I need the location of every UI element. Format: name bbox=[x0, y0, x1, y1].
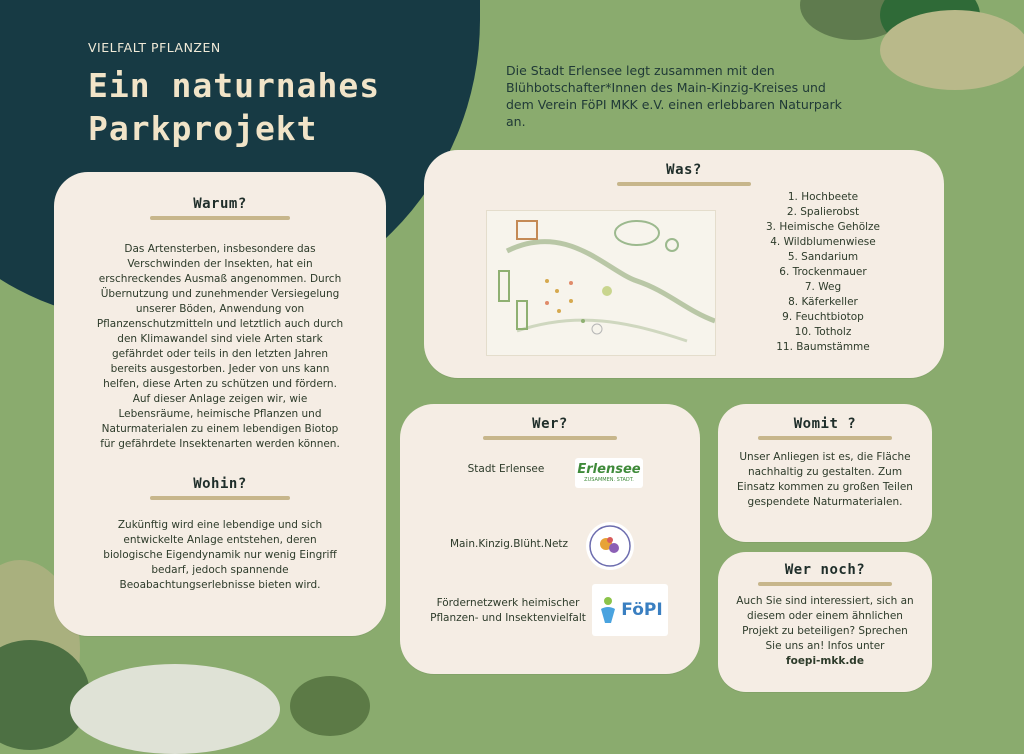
list-item: 7. Weg bbox=[804, 281, 842, 293]
list-item: 10. Totholz bbox=[794, 326, 852, 338]
womit-heading: Womit ? bbox=[793, 416, 857, 432]
wer-noch-text: Auch Sie sind interessiert, sich an diesem oder einem ähnlichen Projekt zu beteiligen? Sprechen Sie uns an! Infos unter bbox=[736, 595, 914, 652]
warum-underline bbox=[150, 216, 290, 220]
wer-noch-card bbox=[718, 552, 932, 692]
page-title bbox=[88, 64, 380, 150]
bush-decoration-bottom-white bbox=[70, 664, 280, 754]
page-title-line-2: Parkprojekt bbox=[88, 109, 318, 148]
womit-card bbox=[718, 404, 932, 542]
list-item: 2. Spalierobst bbox=[786, 206, 860, 218]
wer-noch-heading: Wer noch? bbox=[784, 562, 866, 578]
partner-main-kinzig-blueht: Main.Kinzig.Blüht.Netz bbox=[449, 538, 569, 550]
main-kinzig-blueht-logo bbox=[586, 522, 634, 570]
wohin-underline bbox=[150, 496, 290, 500]
intro-text: Die Stadt Erlensee legt zusammen mit den Blühbotschafter*Innen des Main-Kinzig-Kreises und dem Verein FöPI MKK e.V. einen erlebbaren Naturpark an. bbox=[506, 63, 842, 129]
was-underline bbox=[617, 182, 751, 186]
womit-underline bbox=[758, 436, 892, 440]
flower-badge-icon bbox=[588, 524, 632, 568]
erlensee-logo-text: Erlensee bbox=[577, 461, 641, 477]
partner-foepi: Fördernetzwerk heimischer Pflanzen- und Insektenvielfalt bbox=[430, 597, 586, 624]
wohin-text: Zukünftig wird eine lebendige und sich entwickelte Anlage entstehen, deren biologische Eigendynamik nur wenig Eingriff bedarf, jedoch spannende Beoabachtungserlebnisse bieten wird. bbox=[103, 519, 337, 591]
list-item: 9. Feuchtbiotop bbox=[782, 311, 864, 323]
wer-underline bbox=[483, 436, 617, 440]
was-list bbox=[752, 190, 894, 355]
erlensee-logo bbox=[575, 458, 643, 488]
list-item: 6. Trockenmauer bbox=[779, 266, 867, 278]
womit-text: Unser Anliegen ist es, die Fläche nachhaltig zu gestalten. Zum Einsatz kommen zu großen Teilen gespendete Naturmaterialen. bbox=[737, 451, 913, 508]
erlensee-logo-subtext: ZUSAMMEN. STADT. bbox=[584, 476, 634, 483]
foepi-logo-text: FöPI bbox=[621, 600, 663, 620]
foepi-website-link[interactable]: foepi-mkk.de bbox=[786, 655, 864, 667]
site-plan-sketch bbox=[486, 210, 716, 356]
list-item: 1. Hochbeete bbox=[787, 191, 859, 203]
bush-decoration-bottom-green bbox=[290, 676, 370, 736]
list-item: 8. Käferkeller bbox=[788, 296, 858, 308]
foepi-figure-icon bbox=[597, 595, 619, 625]
list-item: 11. Baumstämme bbox=[776, 341, 870, 353]
list-item: 5. Sandarium bbox=[787, 251, 859, 263]
wer-heading: Wer? bbox=[532, 416, 568, 432]
page-title-line-1: Ein naturnahes bbox=[88, 66, 381, 105]
partner-stadt-erlensee: Stadt Erlensee bbox=[467, 463, 545, 475]
wohin-heading: Wohin? bbox=[193, 476, 247, 492]
warum-card bbox=[54, 172, 386, 636]
warum-text: Das Artensterben, insbesondere das Verschwinden der Insekten, hat ein erschreckendes Ausmaß angenommen. Durch Übernutzung und zunehmender Versiegelung unserer Böden, Anwendung von Pflanzenschutzmitteln und letztlich auch durch den Klimawandel sind viele Arten stark gefährdet oder teils in den letzten Jahren bereits ausgestorben. Jeder von uns kann helfen, diese Arten zu schützen und fördern. Auf dieser Anlage zeigen wir, wie Lebensräume, heimische Pflanzen und Naturmaterialen zu einem lebendigen Biotop für gefährdete Insektenarten werden können. bbox=[96, 243, 344, 450]
foepi-logo bbox=[592, 584, 668, 636]
was-heading: Was? bbox=[666, 162, 702, 178]
site-plan-drawing bbox=[487, 211, 715, 355]
wer-noch-underline bbox=[758, 582, 892, 586]
warum-heading: Warum? bbox=[193, 196, 247, 212]
list-item: 4. Wildblumenwiese bbox=[770, 236, 876, 248]
list-item: 3. Heimische Gehölze bbox=[765, 221, 881, 233]
bush-decoration-top-right-light bbox=[880, 10, 1024, 90]
overline-label: VIELFALT PFLANZEN bbox=[88, 40, 221, 55]
